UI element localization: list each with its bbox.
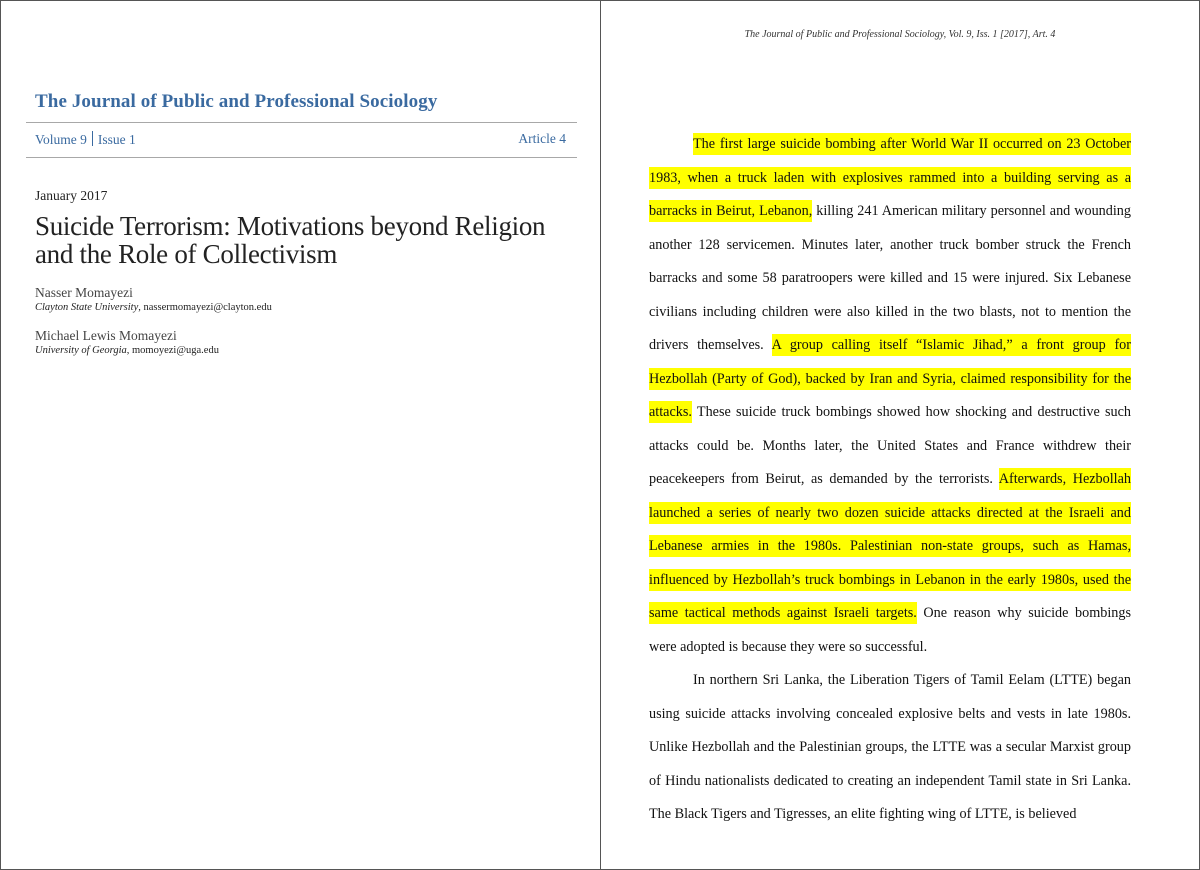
volume-label: Volume 9 — [35, 132, 87, 147]
highlight-2: A group calling itself “Islamic Jihad,” a front group for Hezbollah (Party of God), backed by Iran and Syria, claimed responsibility for the attacks. — [649, 334, 1131, 423]
highlight-3: Afterwards, Hezbollah launched a series of nearly two dozen suicide attacks directed at the Israeli and Lebanese armies in the 1980s. Palestinian non-state groups, such as Hamas, influenced by Hezbollah’s truck bombings in Lebanon in the early 1980s, used the same tactical methods against Israeli targets. — [649, 468, 1131, 624]
author-1-email: , nassermomayezi@clayton.edu — [138, 302, 272, 313]
author-2-affiliation — [35, 345, 219, 356]
header-rule-top — [26, 122, 577, 123]
volume-issue — [35, 131, 136, 148]
publication-date: January 2017 — [35, 188, 108, 203]
author-1-institution: Clayton State University — [35, 302, 139, 313]
author-1-affiliation — [35, 302, 272, 313]
paragraph-1-text-b: These suicide truck bombings showed how shocking and destructive such attacks could be. Months later, the United States and France withdrew their peacekeepers from Beirut, as demanded by the terrorists. — [649, 404, 1131, 487]
volume-issue-separator — [92, 131, 93, 146]
author-1-name: Nasser Momayezi — [35, 285, 133, 300]
running-head: The Journal of Public and Professional Sociology, Vol. 9, Iss. 1 [2017], Art. 4 — [744, 29, 1056, 40]
journal-name: The Journal of Public and Professional Sociology — [35, 91, 438, 112]
right-page — [601, 0, 1200, 870]
author-2-institution: University of Georgia — [35, 345, 127, 356]
issue-label: Issue 1 — [97, 132, 136, 147]
paragraph-1 — [649, 128, 1131, 664]
author-2-name: Michael Lewis Momayezi — [35, 328, 177, 343]
paper-title: Suicide Terrorism: Motivations beyond Religion and the Role of Collectivism — [35, 211, 546, 269]
header-rule-bottom — [26, 157, 577, 158]
highlight-1: The first large suicide bombing after World War II occurred on 23 October 1983, when a truck laden with explosives rammed into a building serving as a barracks in Beirut, Lebanon, — [649, 133, 1131, 222]
article-number: Article 4 — [518, 131, 566, 146]
paragraph-1-text-c: One reason why suicide bombings were adopted is because they were so successful. — [649, 605, 1131, 655]
body-text — [649, 128, 1131, 832]
paragraph-2: In northern Sri Lanka, the Liberation Tigers of Tamil Eelam (LTTE) began using suicide attacks involving concealed explosive belts and vests in late 1980s. Unlike Hezbollah and the Palestinian groups, the LTTE was a secular Marxist group of Hindu nationalists dedicated to creating an independent Tamil state in Sri Lanka. The Black Tigers and Tigresses, an elite fighting wing of LTTE, is believed — [649, 672, 1131, 822]
paragraph-1-text-a: killing 241 American military personnel and wounding another 128 servicemen. Minutes later, another truck bomber struck the French barracks and some 58 paratroopers were killed and 15 were injured. Six Lebanese civilians including children were also killed in the two blasts, not to mention the drivers themselves. — [649, 203, 1131, 353]
author-2-email: , momoyezi@uga.edu — [126, 345, 219, 356]
